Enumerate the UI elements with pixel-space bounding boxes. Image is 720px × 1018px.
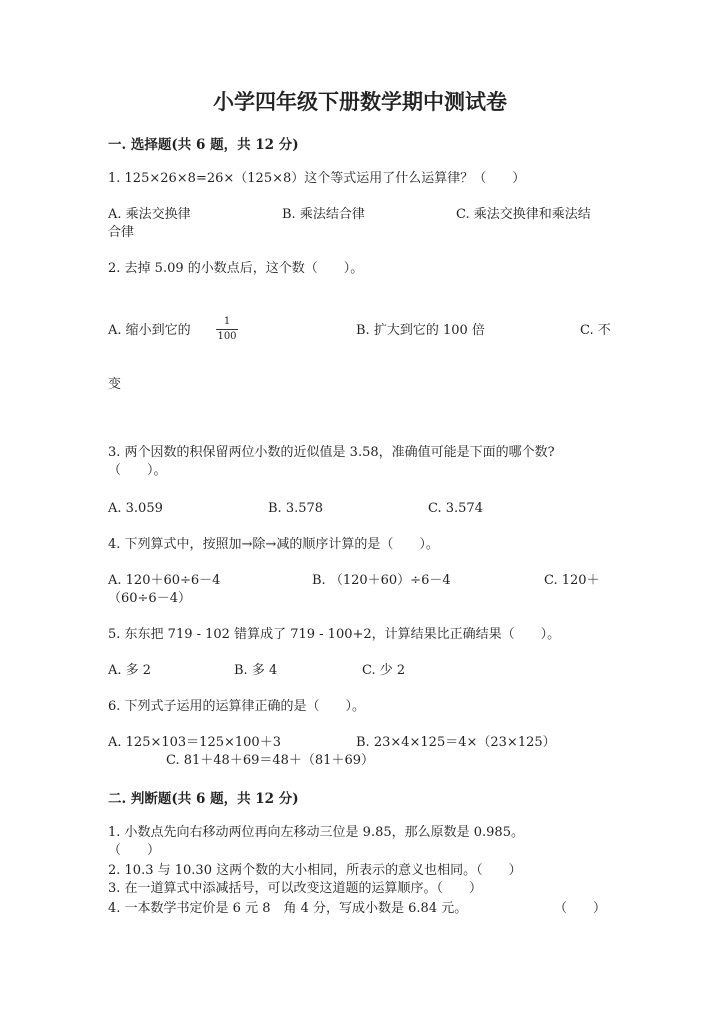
judge-item-1-blank[interactable]: （ ） — [108, 843, 161, 858]
question-4-option-b[interactable]: B. （120＋60）÷6－4 — [312, 573, 451, 588]
question-6-option-a[interactable]: A. 125×103＝125×100＋3 — [108, 735, 281, 750]
question-3-stem: 3. 两个因数的积保留两位小数的近似值是 3.58，准确值可能是下面的哪个数? — [108, 445, 555, 460]
question-4-stem: 4. 下列算式中，按照加→除→减的顺序计算的是（ ）。 — [108, 537, 439, 552]
question-1-option-a[interactable]: A. 乘法交换律 — [108, 207, 191, 222]
fraction-bar — [216, 329, 238, 330]
fraction-numerator: 1 — [223, 316, 231, 327]
question-5-stem: 5. 东东把 719 - 102 错算成了 719 - 100+2，计算结果比正确结果（ ）。 — [108, 627, 561, 642]
question-6-option-c[interactable]: C. 81＋48＋69＝48＋（81＋69） — [166, 753, 375, 768]
judge-item-1: 1. 小数点先向右移动两位再向左移动三位是 9.85，那么原数是 0.985。 — [108, 825, 524, 840]
section-heading-judge: 二. 判断题(共 6 题，共 12 分) — [108, 791, 299, 807]
question-6-stem: 6. 下列式子运用的运算律正确的是（ ）。 — [108, 699, 366, 714]
question-2-option-a[interactable]: A. 缩小到它的 — [108, 323, 191, 338]
question-3-option-c[interactable]: C. 3.574 — [428, 501, 483, 516]
question-1-option-c-cont: 合律 — [108, 225, 135, 240]
question-3-stem-cont: （ ）。 — [108, 463, 167, 478]
question-3-option-a[interactable]: A. 3.059 — [108, 501, 163, 516]
question-4-option-c-cont: （60÷6－4） — [108, 591, 191, 606]
section-heading-choice: 一. 选择题(共 6 题，共 12 分) — [108, 137, 299, 153]
question-5-option-c[interactable]: C. 少 2 — [362, 663, 406, 678]
fraction-denominator: 100 — [217, 331, 237, 342]
judge-item-4: 4. 一本数学书定价是 6 元 8 角 4 分，写成小数是 6.84 元。 — [108, 901, 468, 916]
question-2-stem: 2. 去掉 5.09 的小数点后，这个数（ ）。 — [108, 261, 364, 276]
judge-item-3: 3. 在一道算式中添减括号，可以改变这道题的运算顺序。（ ） — [108, 881, 483, 896]
judge-item-2: 2. 10.3 与 10.30 这两个数的大小相同，所表示的意义也相同。（ ） — [108, 863, 522, 878]
question-2-option-b[interactable]: B. 扩大到它的 100 倍 — [356, 323, 485, 338]
question-2-option-c-cont: 变 — [108, 377, 122, 392]
page-title: 小学四年级下册数学期中测试卷 — [213, 89, 507, 114]
question-5-option-a[interactable]: A. 多 2 — [108, 663, 152, 678]
question-1-stem: 1. 125×26×8=26×（125×8）这个等式运用了什么运算律？（ ） — [108, 171, 526, 186]
question-4-option-c[interactable]: C. 120＋ — [544, 573, 600, 588]
fraction-one-hundredth — [212, 316, 242, 343]
question-2-option-c[interactable]: C. 不 — [580, 323, 611, 338]
question-5-option-b[interactable]: B. 多 4 — [234, 663, 278, 678]
question-1-option-b[interactable]: B. 乘法结合律 — [282, 207, 365, 222]
question-3-option-b[interactable]: B. 3.578 — [268, 501, 324, 516]
question-1-option-c[interactable]: C. 乘法交换律和乘法结 — [456, 207, 591, 222]
question-6-option-b[interactable]: B. 23×4×125＝4×（23×125） — [356, 735, 556, 750]
judge-item-4-blank[interactable]: （ ） — [554, 901, 607, 916]
question-4-option-a[interactable]: A. 120＋60÷6－4 — [108, 573, 221, 588]
